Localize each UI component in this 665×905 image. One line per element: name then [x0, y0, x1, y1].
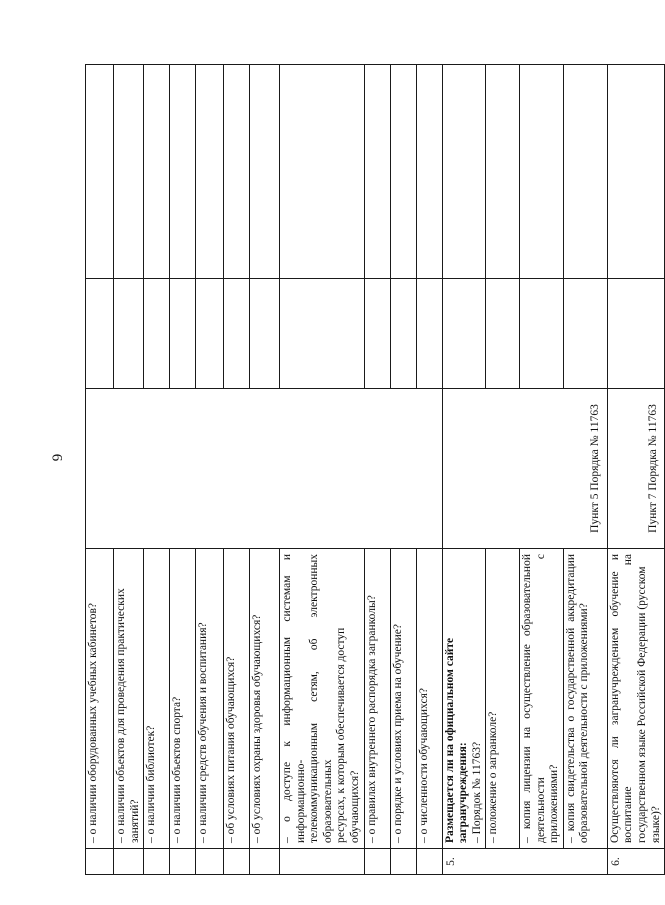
question-cell: – о порядке и условиях приема на обучение?	[390, 549, 416, 849]
question-cell: – о наличии средств обучения и воспитания?	[196, 549, 224, 849]
page-number: 6	[48, 453, 65, 462]
question-cell: – о правилах внутреннего распорядка загранколы?	[364, 549, 390, 849]
row-number: 6.	[607, 849, 664, 875]
question-cell	[520, 549, 564, 849]
reference-cell: Пункт 5 Порядка № 11763	[442, 389, 607, 549]
table-row	[86, 65, 114, 875]
section-subquestion: – Порядок № 11763?	[470, 741, 483, 843]
question-cell	[563, 549, 607, 849]
question-line: – копия лицензии на осуществление образовательной деятельности с	[521, 554, 547, 843]
reference-cell	[86, 389, 443, 549]
question-line: государственном языке Российской Федерации (русском языке)?	[636, 566, 662, 843]
question-line: – копия свидетельства о государственной аккредитации	[564, 554, 577, 843]
question-cell: – о наличии объектов для проведения практических занятий?	[114, 549, 144, 849]
question-cell: – об условиях питания обучающихся?	[224, 549, 250, 849]
question-cell: – о наличии объектов спорта?	[170, 549, 196, 849]
question-line: Осуществляются ли загранучреждением обучение и воспитание на	[608, 554, 635, 843]
question-line: телекоммуникационным сетям, об электронных образовательных	[308, 554, 334, 843]
question-cell: – о наличии библиотек?	[144, 549, 170, 849]
question-cell: – об условиях охраны здоровья обучающихся?	[250, 549, 280, 849]
question-line: ресурсах, к которым обеспечивается доступ обучающихся?	[335, 627, 361, 843]
question-cell: – о наличии оборудованных учебных кабинетов?	[86, 549, 114, 849]
checklist-table-rotated	[85, 65, 662, 875]
question-cell	[442, 549, 486, 849]
question-cell	[280, 549, 364, 849]
reference-cell: Пункт 7 Порядка № 11763	[607, 389, 664, 549]
question-cell	[607, 549, 664, 849]
row-number: 5.	[442, 849, 607, 875]
table-row	[442, 65, 486, 875]
section-question: Размещается ли на официальном сайте загранучреждения:	[443, 637, 470, 843]
question-line: образовательной деятельности с приложениями?	[578, 603, 591, 843]
table-row	[607, 65, 664, 875]
question-line: – о доступе к информационным системам и информационно-	[281, 554, 307, 843]
question-cell: – положение о загранколе?	[486, 549, 520, 849]
checklist-table	[85, 64, 665, 875]
question-line: приложениями?	[548, 764, 561, 843]
question-cell: – о численности обучающихся?	[416, 549, 442, 849]
